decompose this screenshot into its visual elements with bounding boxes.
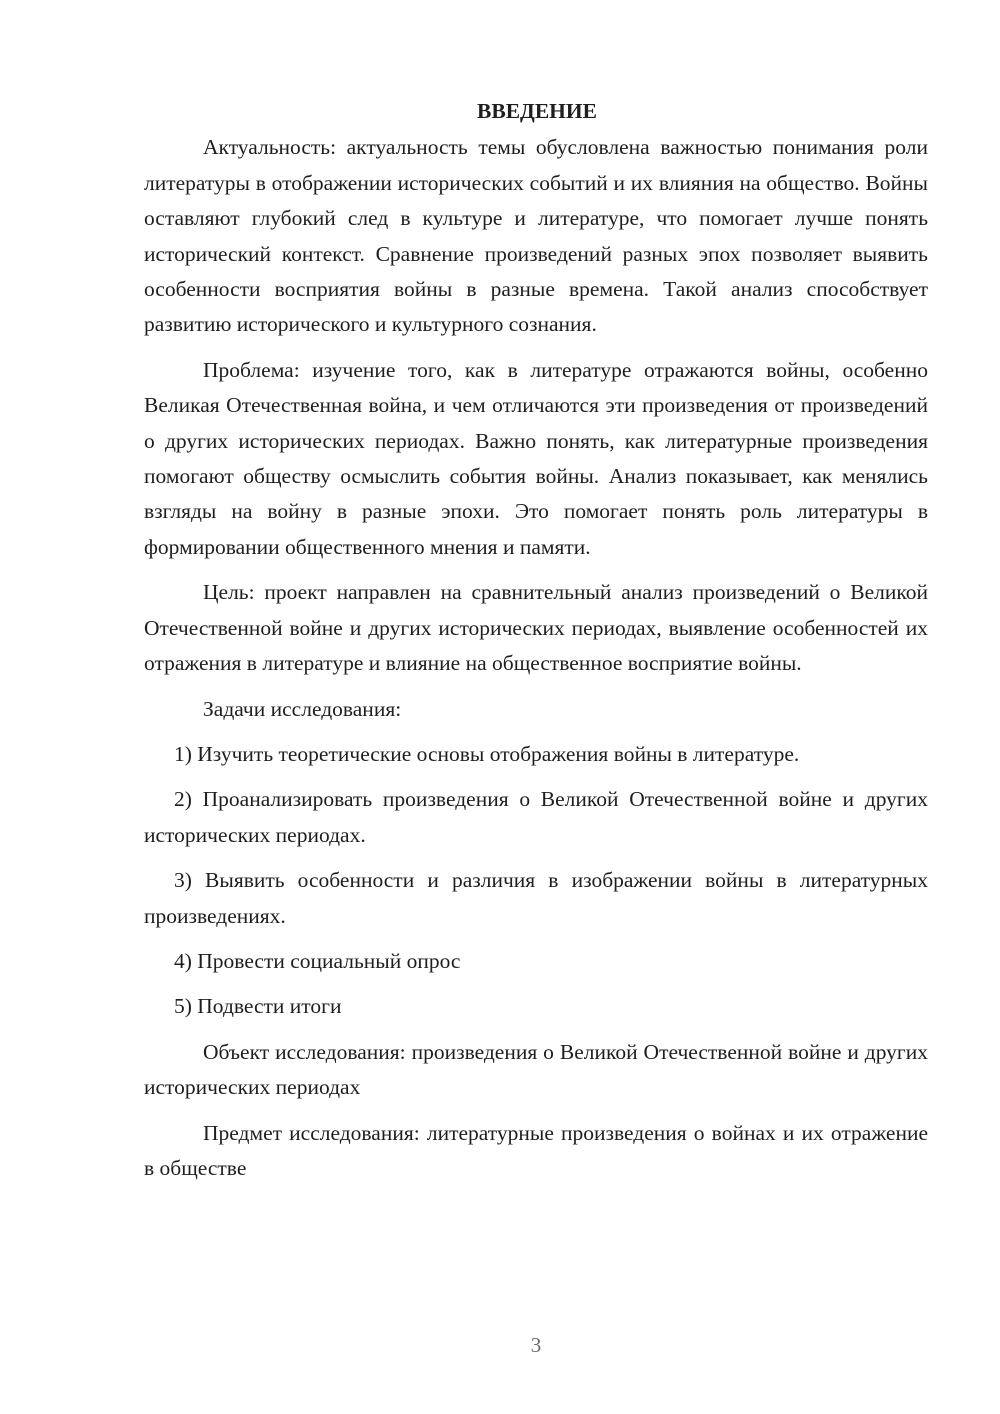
tasks-heading: Задачи исследования: [203,696,402,721]
page-title: ВВЕДЕНИЕ [477,99,597,123]
task-item-2: 2) Проанализировать произведения о Великой Отечественной войне и других исторических периодах. [144,787,928,847]
page-number: 3 [530,1333,542,1357]
paragraph-relevance: Актуальность: актуальность темы обусловлена важностью понимания роли литературы в отображении исторических событий и их влияния на общество. Войны оставляют глубокий след в культуре и литературе, что помогает лучше понять исторический контекст. Сравнение произведений разных эпох позволяет выявить особенности восприятия войны в разные времена. Такой анализ способствует развитию исторического и культурного сознания. [144,135,928,337]
task-item-4: 4) Провести социальный опрос [174,948,461,973]
document-body [144,94,928,1196]
paragraph-object: Объект исследования: произведения о Великой Отечественной войне и других исторических периодах [144,1039,928,1100]
task-item-1: 1) Изучить теоретические основы отображения войны в литературе. [174,741,800,766]
paragraph-problem: Проблема: изучение того, как в литературе отражаются войны, особенно Великая Отечественная война, и чем отличаются эти произведения от произведений о других исторических периодах. Важно понять, как литературные произведения помогают обществу осмыслить события войны. Анализ показывает, как менялись взгляды на войну в разные эпохи. Это помогает понять роль литературы в формировании общественного мнения и памяти. [144,357,928,559]
task-item-3: 3) Выявить особенности и различия в изображении войны в литературных произведениях. [144,868,928,928]
paragraph-goal: Цель: проект направлен на сравнительный анализ произведений о Великой Отечественной войне и других исторических периодах, выявление особенностей их отражения в литературе и влияние на общественное восприятие войны. [144,580,928,676]
task-item-5: 5) Подвести итоги [174,994,342,1019]
paragraph-subject: Предмет исследования: литературные произведения о войнах и их отражение в обществе [144,1120,928,1180]
